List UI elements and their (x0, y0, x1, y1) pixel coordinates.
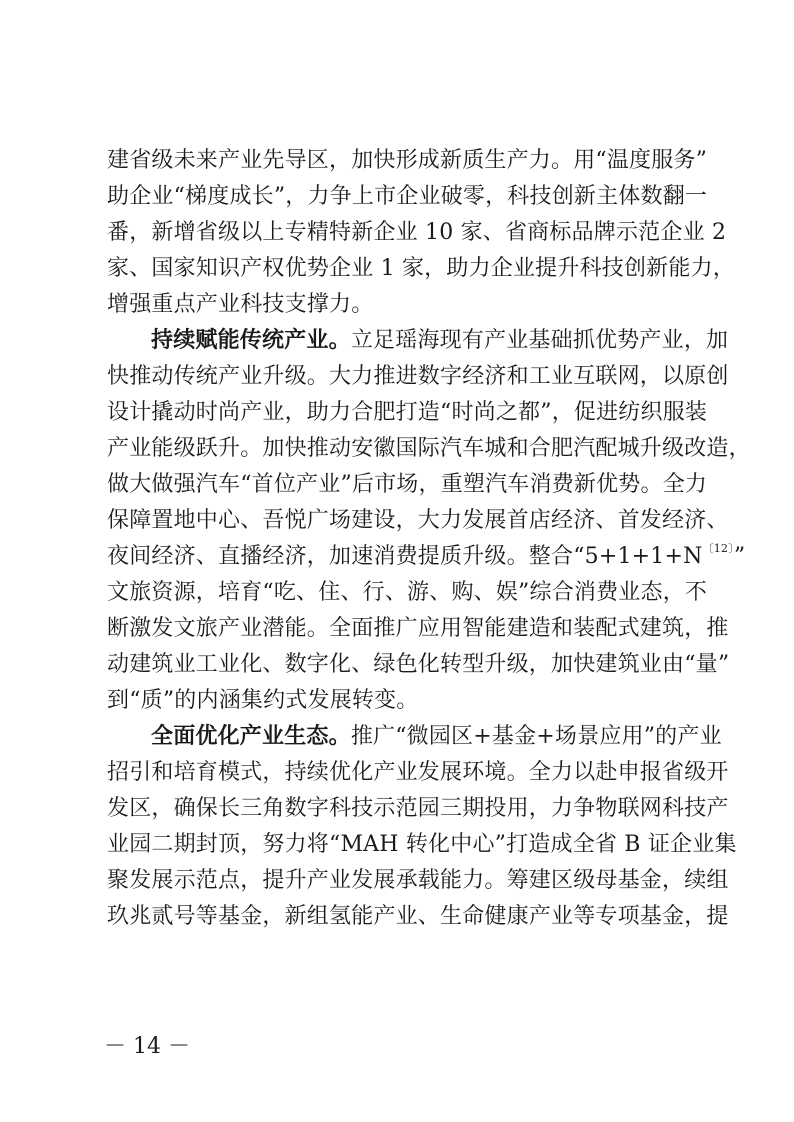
text-line (107, 719, 722, 755)
text-line: 动建筑业工业化、数字化、绿色化转型升级，加快建筑业由“量” (107, 652, 730, 677)
text-line: 业园二期封顶，努力将“MAH 转化中心”打造成全省 B 证企业集 (107, 832, 737, 857)
text-line: 保障置地中心、吾悦广场建设，大力发展首店经济、首发经济、 (107, 508, 729, 533)
text-line: 家、国家知识产权优势企业 1 家，助力企业提升科技创新能力， (107, 256, 735, 281)
paragraph-industry-ecology (107, 719, 737, 935)
text-line: 聚发展示范点，提升产业发展承载能力。筹建区级母基金，续组 (107, 868, 729, 893)
section-heading: 持续赋能传统产业。 (151, 328, 351, 353)
text-line (107, 539, 746, 575)
section-heading: 全面优化产业生态。 (151, 724, 351, 749)
text-line: 建省级未来产业先导区，加快形成新质生产力。用“温度服务” (107, 148, 708, 173)
text-line: 文旅资源，培育“吃、住、行、游、购、娱”综合消费业态，不 (107, 580, 708, 605)
text-line: 快推动传统产业升级。大力推进数字经济和工业互联网，以原创 (107, 364, 729, 389)
paragraph-traditional-industry (107, 323, 751, 719)
text-line: 做大做强汽车“首位产业”后市场，重塑汽车消费新优势。全力 (107, 472, 708, 497)
text-line: 增强重点产业科技支撑力。 (107, 292, 374, 317)
text-span: ” (733, 544, 746, 569)
text-line: 番，新增省级以上专精特新企业 10 家、省商标品牌示范企业 2 (107, 220, 727, 245)
text-span: 夜间经济、直播经济，加速消费提质升级。整合“5+1+1+N (107, 544, 703, 569)
text-line: 玖兆贰号等基金，新组氢能产业、生命健康产业等专项基金，提 (107, 904, 729, 929)
text-line: 到“质”的内涵集约式发展转变。 (107, 688, 419, 713)
text-line: 设计撬动时尚产业，助力合肥打造“时尚之都”，促进纺织服装 (107, 400, 708, 425)
footnote-ref: 〔12〕 (702, 542, 734, 555)
text-line: 断激发文旅产业潜能。全面推广应用智能建造和装配式建筑，推 (107, 616, 729, 641)
text-line (107, 323, 729, 359)
text-line: 招引和培育模式，持续优化产业发展环境。全力以赴申报省级开 (107, 760, 729, 785)
text-line: 助企业“梯度成长”，力争上市企业破零，科技创新主体数翻一 (107, 184, 708, 209)
page-number: － 14 － (104, 1034, 190, 1059)
text-span: 立足瑶海现有产业基础抓优势产业，加 (350, 328, 729, 353)
paragraph-future-industry (107, 143, 735, 323)
document-page (107, 143, 751, 935)
text-line: 产业能级跃升。加快推动安徽国际汽车城和合肥汽配城升级改造， (107, 436, 751, 461)
text-line: 发区，确保长三角数字科技示范园三期投用，力争物联网科技产 (107, 796, 729, 821)
text-span: 推广“微园区+基金+场景应用”的产业 (350, 724, 722, 749)
